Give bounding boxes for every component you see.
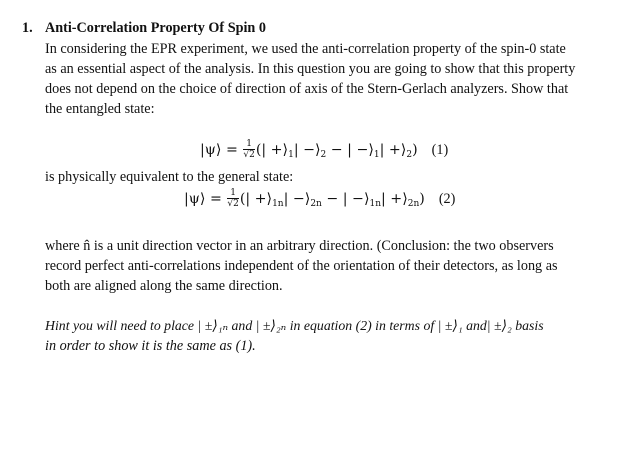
equation-1: |ψ⟩ = $\frac{1}{√2}$ (| $+⟩_1|$ $-⟩_2$ − | $-⟩_1|$ $+⟩_2$) (1) [200, 139, 449, 160]
middle-line: is physically equivalent to the general state: [45, 169, 294, 185]
hint-line-1: Hint you will need to place | ±⟩₁ₙ and | ±⟩₂ₙ in equation (2) in terms of | ±⟩₁ and| ±⟩₂ basis [45, 318, 544, 333]
intro-line-4: the entangled state: [45, 101, 155, 117]
conclusion-line-2: record perfect anti-correlations independent of the orientation of their detectors, as long as [45, 258, 558, 274]
equation-2: |ψ⟩ = $\frac{1}{√2}$ (| $+⟩_{1n}|$ $-⟩_{2n}$ − | $-⟩_{1n}|$ $+⟩_{2n}$) (2) [184, 188, 456, 209]
problem-number: 1. [22, 20, 33, 36]
intro-line-1: In considering the EPR experiment, we used the anti-correlation property of the spin-0 state [45, 41, 566, 57]
equation-1-label: (1) [431, 142, 449, 158]
equation-2-label: (2) [438, 191, 456, 207]
problem-title: Anti-Correlation Property Of Spin 0 [45, 20, 266, 36]
conclusion-line-3: both are aligned along the same direction. [45, 278, 283, 294]
conclusion-line-1: where n̂ is a unit direction vector in an arbitrary direction. (Conclusion: the two observers [45, 238, 554, 254]
hint-line-2: in order to show it is the same as (1). [45, 338, 256, 354]
intro-line-3: does not depend on the choice of direction of axis of the Stern-Gerlach analyzers. Show that [45, 81, 569, 97]
intro-line-2: as an essential aspect of the analysis. In this question you are going to show that this property [45, 61, 576, 77]
